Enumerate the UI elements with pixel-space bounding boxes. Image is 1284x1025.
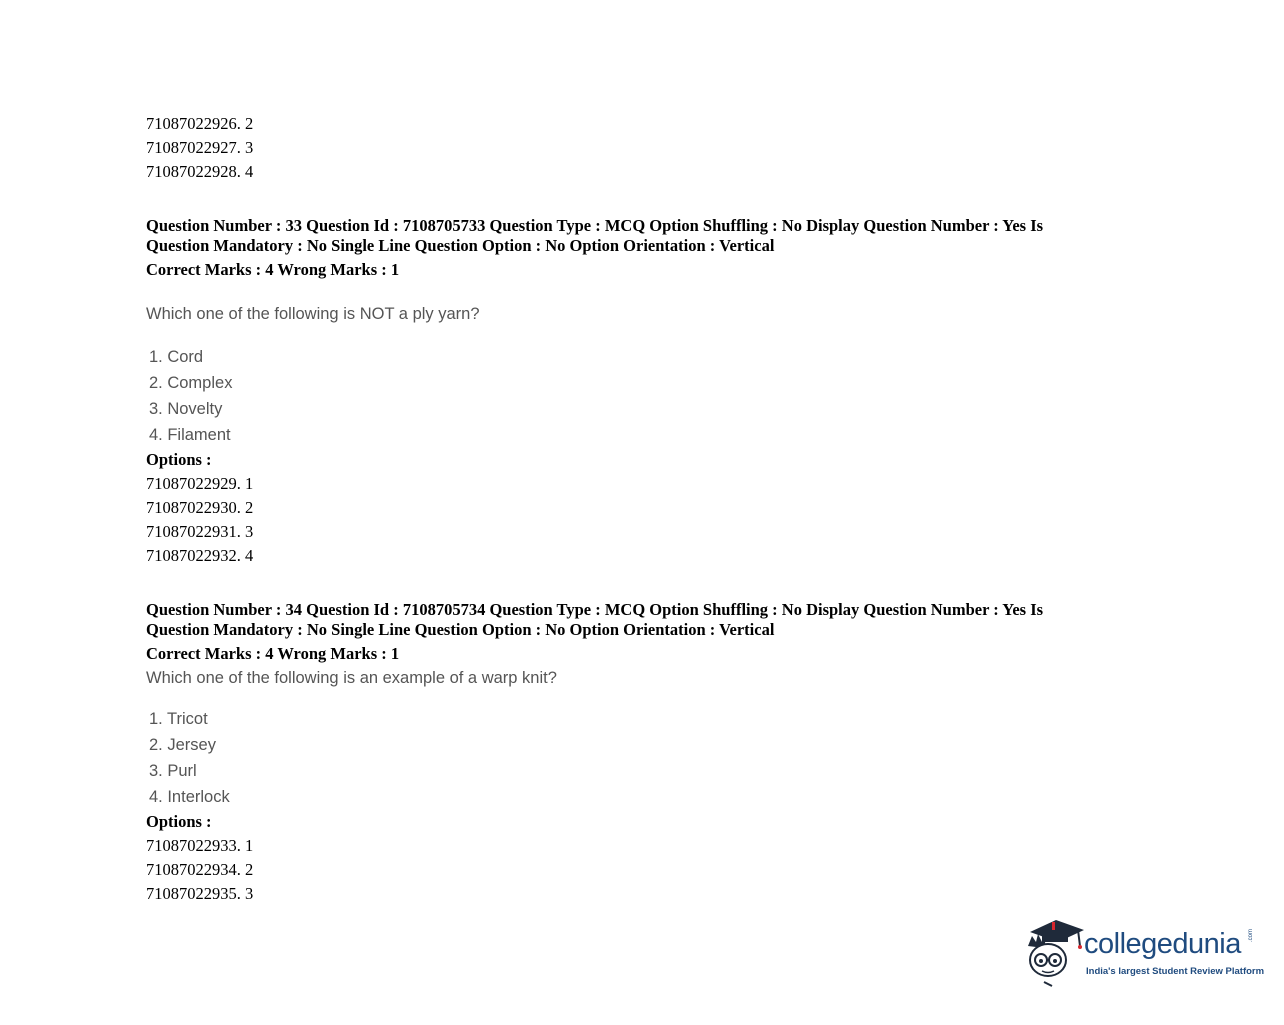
option-code: 71087022932. 4 <box>146 546 254 565</box>
option-code: 71087022927. 3 <box>146 138 254 157</box>
question-meta-line: Question Mandatory : No Single Line Question Option : No Option Orientation : Vertical <box>146 236 775 255</box>
option-code: 71087022931. 3 <box>146 522 254 541</box>
question-meta-line: Question Number : 33 Question Id : 7108705733 Question Type : MCQ Option Shuffling : No Display Question Number : Yes Is <box>146 216 1044 235</box>
option-code: 71087022926. 2 <box>146 114 254 133</box>
logo-wordmark: collegedunia <box>1084 928 1241 960</box>
choice-item: 1. Cord <box>149 348 204 366</box>
option-code: 71087022929. 1 <box>146 474 254 493</box>
collegedunia-logo <box>1022 916 1265 988</box>
question-text: Which one of the following is an example of a warp knit? <box>146 669 557 687</box>
question-block <box>146 600 1146 906</box>
question-text: Which one of the following is NOT a ply yarn? <box>146 305 480 323</box>
question-meta <box>146 600 1146 640</box>
option-code: 71087022930. 2 <box>146 498 254 517</box>
options-list <box>146 834 1146 906</box>
logo-tagline: India's largest Student Review Platform <box>1086 966 1265 977</box>
document-page <box>146 112 1146 906</box>
options-list <box>146 472 1146 568</box>
logo-domain-suffix: .com <box>1248 928 1254 942</box>
question-meta-line: Question Number : 34 Question Id : 7108705734 Question Type : MCQ Option Shuffling : No Display Question Number : Yes Is <box>146 600 1044 619</box>
question-block <box>146 216 1146 568</box>
question-marks: Correct Marks : 4 Wrong Marks : 1 <box>146 644 400 663</box>
question-meta-line: Question Mandatory : No Single Line Question Option : No Option Orientation : Vertical <box>146 620 775 639</box>
options-label: Options : <box>146 450 212 469</box>
choice-item: 4. Interlock <box>149 788 230 806</box>
choice-item: 2. Jersey <box>149 736 216 754</box>
question-meta <box>146 216 1146 256</box>
option-code: 71087022935. 3 <box>146 884 254 903</box>
graduation-mascot-icon <box>1022 916 1086 988</box>
choice-list <box>146 706 1146 810</box>
choice-list <box>146 344 1146 448</box>
choice-item: 1. Tricot <box>149 710 208 728</box>
option-code: 71087022933. 1 <box>146 836 254 855</box>
previous-options-list <box>146 112 1146 184</box>
options-label: Options : <box>146 812 212 831</box>
option-code: 71087022934. 2 <box>146 860 254 879</box>
option-code: 71087022928. 4 <box>146 162 254 181</box>
choice-item: 2. Complex <box>149 374 233 392</box>
choice-item: 3. Novelty <box>149 400 223 418</box>
choice-item: 4. Filament <box>149 426 231 444</box>
choice-item: 3. Purl <box>149 762 197 780</box>
question-marks: Correct Marks : 4 Wrong Marks : 1 <box>146 260 400 279</box>
